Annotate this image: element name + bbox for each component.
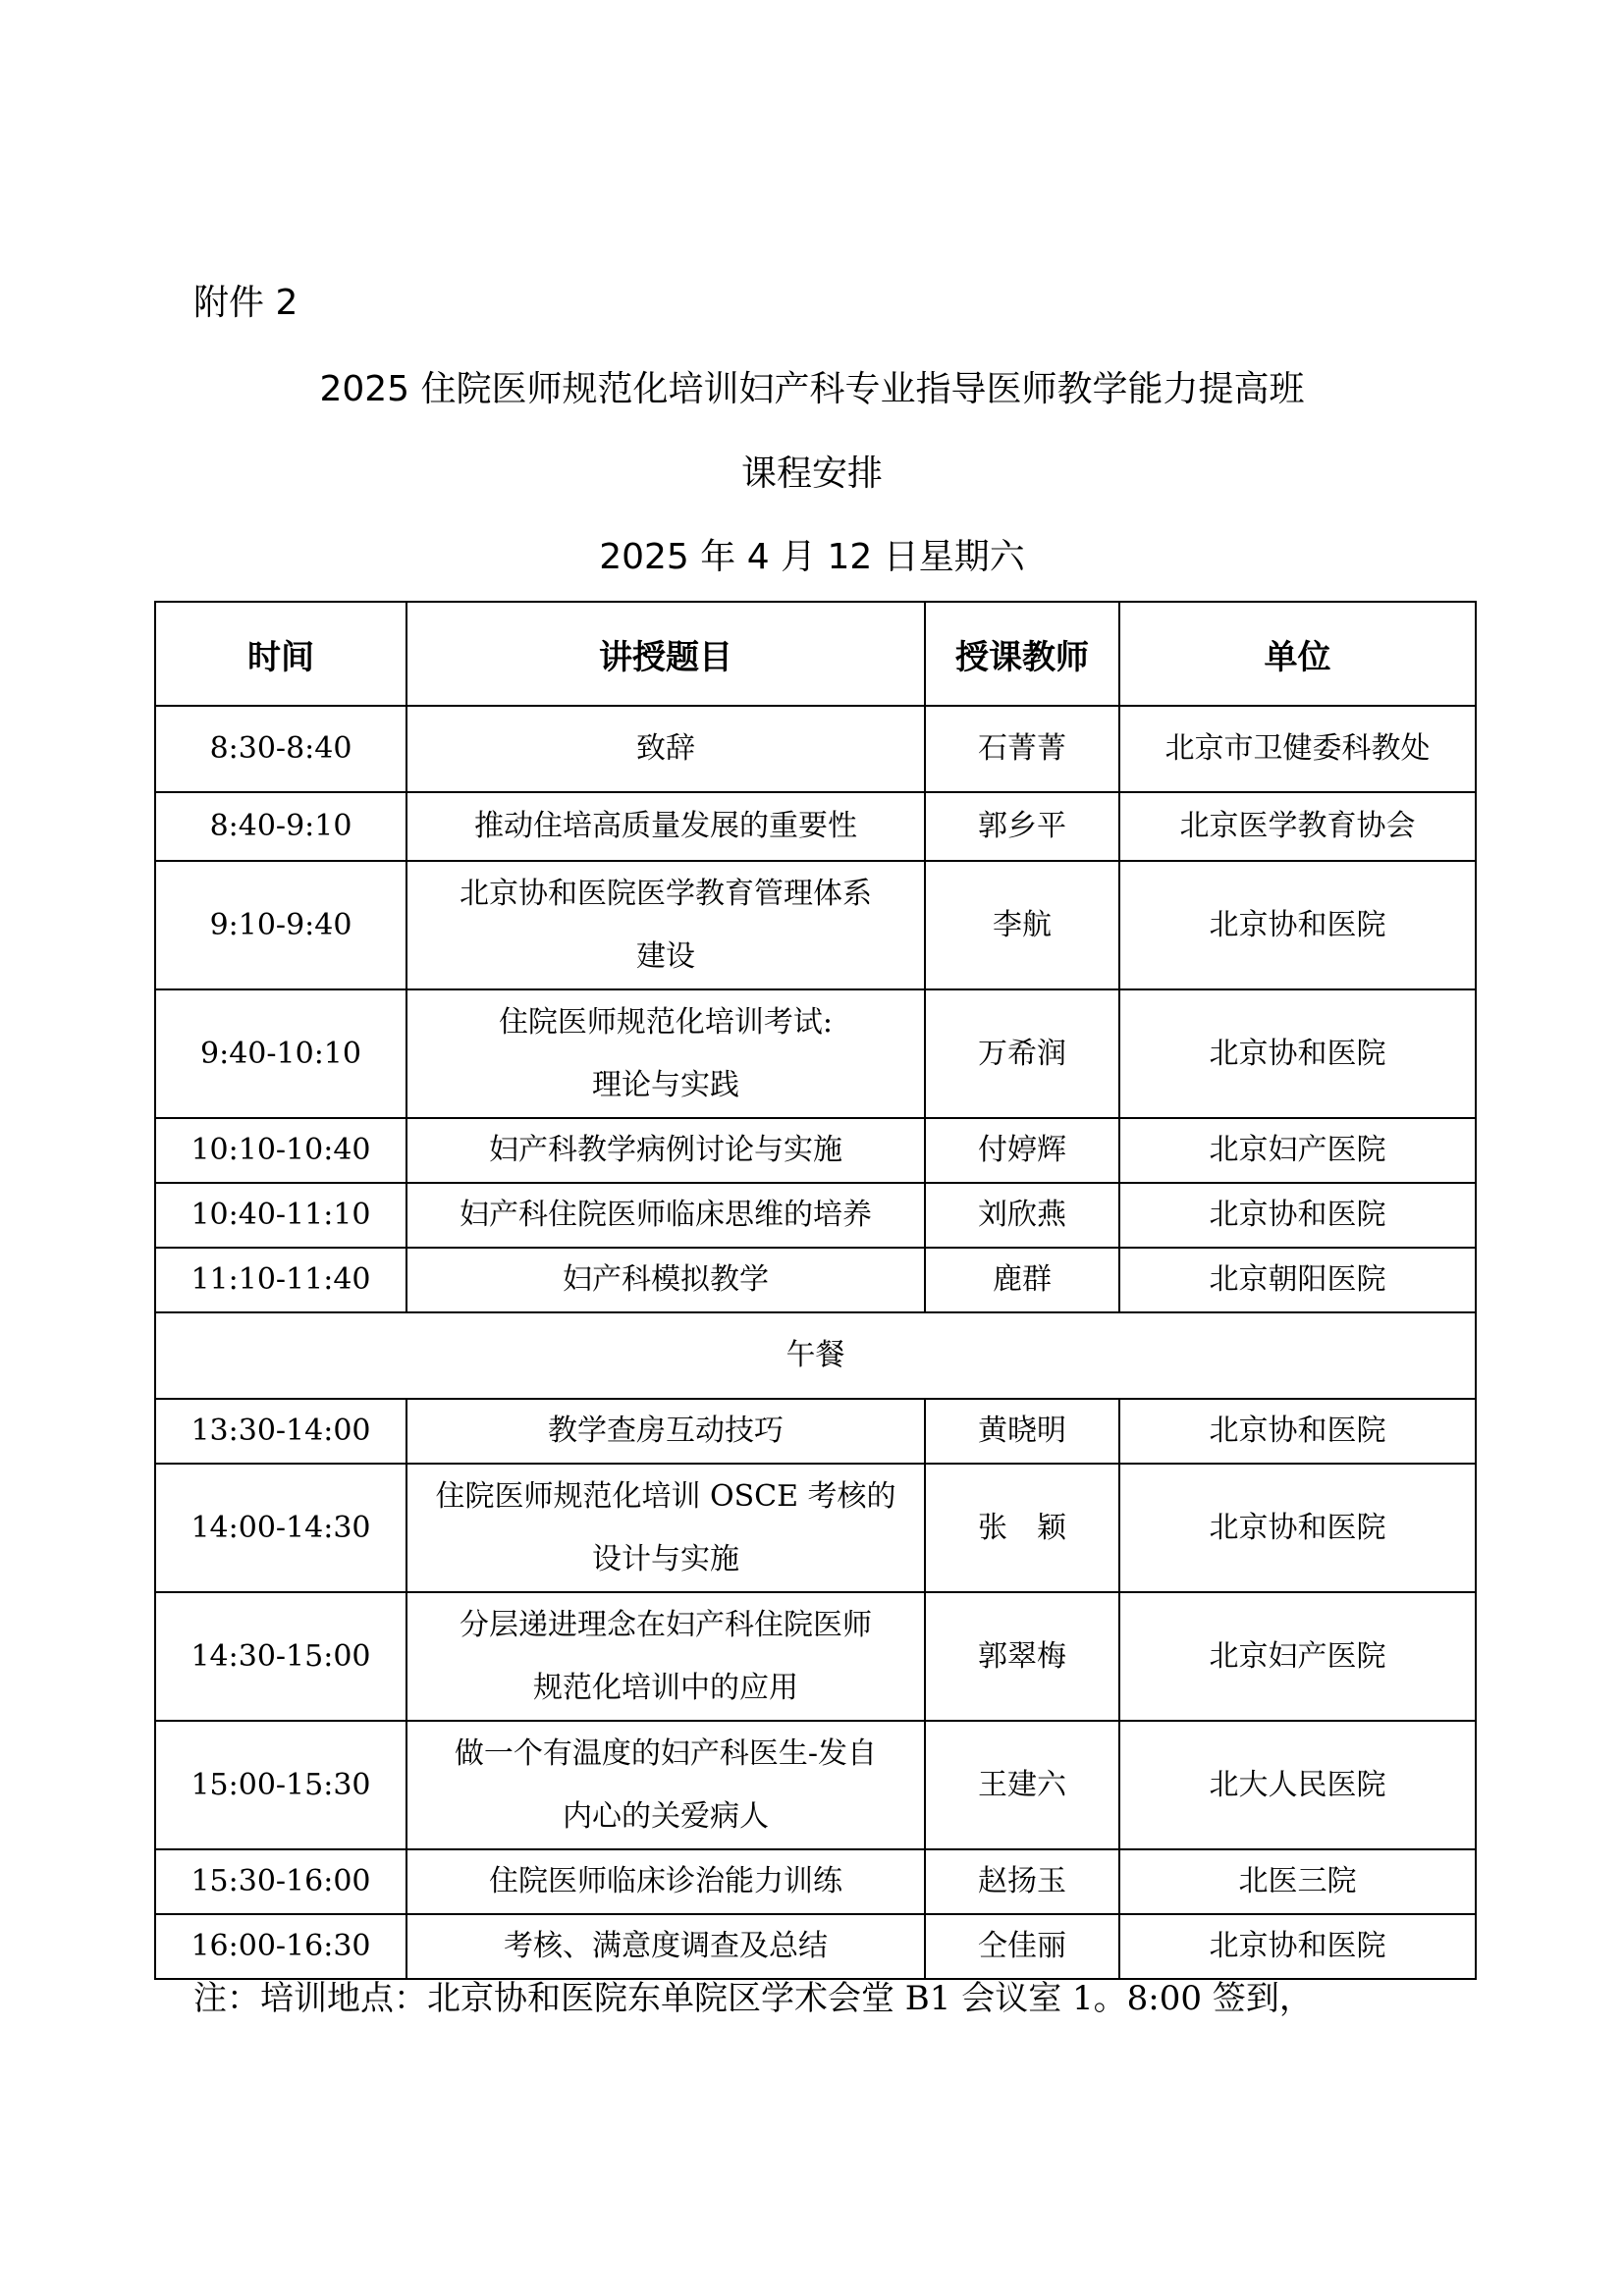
topic-line-2: 理论与实践 <box>592 1067 739 1102</box>
cell-topic <box>406 989 925 1118</box>
cell-unit: 北京协和医院 <box>1119 1183 1476 1248</box>
topic-line-2: 内心的关爱病人 <box>563 1798 769 1834</box>
topic-line-1: 住院医师规范化培训 OSCE 考核的 <box>435 1478 896 1514</box>
document-subtitle: 课程安排 <box>740 454 883 494</box>
cell-time: 10:40-11:10 <box>155 1183 406 1248</box>
table-row <box>155 1183 1476 1248</box>
cell-topic <box>406 792 925 861</box>
topic-line-1: 妇产科住院医师临床思维的培养 <box>460 1198 872 1232</box>
cell-time: 14:00-14:30 <box>155 1464 406 1592</box>
cell-teacher: 李航 <box>925 861 1119 989</box>
cell-teacher: 仝佳丽 <box>925 1914 1119 1979</box>
table-row <box>155 792 1476 861</box>
table-row <box>155 706 1476 792</box>
cell-time: 8:30-8:40 <box>155 706 406 792</box>
afternoon-rows <box>155 1399 1476 1979</box>
topic-line-1: 分层递进理念在妇产科住院医师 <box>460 1607 872 1642</box>
attachment-label: 附件 2 <box>193 283 298 323</box>
cell-unit: 北大人民医院 <box>1119 1721 1476 1849</box>
header-time: 时间 <box>155 602 406 706</box>
cell-topic <box>406 1399 925 1464</box>
cell-unit: 北京医学教育协会 <box>1119 792 1476 861</box>
cell-unit: 北京妇产医院 <box>1119 1118 1476 1183</box>
cell-time: 14:30-15:00 <box>155 1592 406 1721</box>
cell-unit: 北京市卫健委科教处 <box>1119 706 1476 792</box>
table-row <box>155 1721 1476 1849</box>
lunch-cell: 午餐 <box>155 1312 1476 1399</box>
cell-unit: 北京协和医院 <box>1119 989 1476 1118</box>
table-row <box>155 1914 1476 1979</box>
topic-line-1: 考核、满意度调查及总结 <box>504 1929 828 1963</box>
document-title: 2025 住院医师规范化培训妇产科专业指导医师教学能力提高班 <box>319 369 1305 409</box>
cell-teacher: 付婷辉 <box>925 1118 1119 1183</box>
table-header-row <box>155 602 1476 706</box>
header-topic: 讲授题目 <box>406 602 925 706</box>
table-row <box>155 1592 1476 1721</box>
cell-time: 15:30-16:00 <box>155 1849 406 1914</box>
cell-unit: 北京妇产医院 <box>1119 1592 1476 1721</box>
cell-topic <box>406 1183 925 1248</box>
topic-line-1: 致辞 <box>636 731 695 766</box>
cell-teacher: 郭乡平 <box>925 792 1119 861</box>
schedule-date: 2025 年 4 月 12 日星期六 <box>599 537 1025 577</box>
table-row <box>155 1849 1476 1914</box>
topic-line-1: 住院医师临床诊治能力训练 <box>489 1864 842 1898</box>
cell-unit: 北医三院 <box>1119 1849 1476 1914</box>
topic-line-2: 设计与实施 <box>592 1541 739 1576</box>
cell-teacher: 黄晓明 <box>925 1399 1119 1464</box>
table-row <box>155 1118 1476 1183</box>
cell-topic <box>406 1914 925 1979</box>
cell-teacher: 张 颖 <box>925 1464 1119 1592</box>
cell-topic <box>406 1849 925 1914</box>
cell-topic <box>406 1464 925 1592</box>
table-row <box>155 861 1476 989</box>
cell-unit: 北京协和医院 <box>1119 861 1476 989</box>
cell-time: 8:40-9:10 <box>155 792 406 861</box>
cell-unit: 北京朝阳医院 <box>1119 1248 1476 1312</box>
topic-line-1: 妇产科教学病例讨论与实施 <box>489 1133 842 1167</box>
cell-unit: 北京协和医院 <box>1119 1464 1476 1592</box>
topic-line-1: 住院医师规范化培训考试: <box>498 1004 834 1040</box>
cell-unit: 北京协和医院 <box>1119 1399 1476 1464</box>
cell-teacher: 万希润 <box>925 989 1119 1118</box>
cell-time: 9:10-9:40 <box>155 861 406 989</box>
topic-line-1: 妇产科模拟教学 <box>563 1262 769 1297</box>
topic-line-1: 教学查房互动技巧 <box>548 1414 784 1448</box>
topic-line-2: 建设 <box>636 938 695 974</box>
topic-line-1: 做一个有温度的妇产科医生-发自 <box>454 1735 878 1771</box>
cell-time: 15:00-15:30 <box>155 1721 406 1849</box>
table-row <box>155 1248 1476 1312</box>
cell-topic <box>406 706 925 792</box>
cell-topic <box>406 861 925 989</box>
topic-line-2: 规范化培训中的应用 <box>533 1670 798 1705</box>
table-row <box>155 1399 1476 1464</box>
cell-teacher: 鹿群 <box>925 1248 1119 1312</box>
cell-time: 10:10-10:40 <box>155 1118 406 1183</box>
cell-topic <box>406 1248 925 1312</box>
cell-teacher: 刘欣燕 <box>925 1183 1119 1248</box>
morning-rows <box>155 706 1476 1312</box>
cell-teacher: 石菁菁 <box>925 706 1119 792</box>
table-row <box>155 1464 1476 1592</box>
cell-topic <box>406 1592 925 1721</box>
header-unit: 单位 <box>1119 602 1476 706</box>
cell-teacher: 郭翠梅 <box>925 1592 1119 1721</box>
cell-topic <box>406 1118 925 1183</box>
cell-time: 13:30-14:00 <box>155 1399 406 1464</box>
cell-time: 9:40-10:10 <box>155 989 406 1118</box>
header-teacher: 授课教师 <box>925 602 1119 706</box>
cell-unit: 北京协和医院 <box>1119 1914 1476 1979</box>
lunch-row <box>155 1312 1476 1399</box>
table-row <box>155 989 1476 1118</box>
schedule-table <box>154 601 1477 1980</box>
cell-teacher: 赵扬玉 <box>925 1849 1119 1914</box>
topic-line-1: 推动住培高质量发展的重要性 <box>474 809 857 843</box>
cell-time: 11:10-11:40 <box>155 1248 406 1312</box>
cell-topic <box>406 1721 925 1849</box>
footnote: 注：培训地点：北京协和医院东单院区学术会堂 B1 会议室 1。8:00 签到， <box>193 1979 1313 2018</box>
cell-time: 16:00-16:30 <box>155 1914 406 1979</box>
topic-line-1: 北京协和医院医学教育管理体系 <box>460 876 872 911</box>
cell-teacher: 王建六 <box>925 1721 1119 1849</box>
